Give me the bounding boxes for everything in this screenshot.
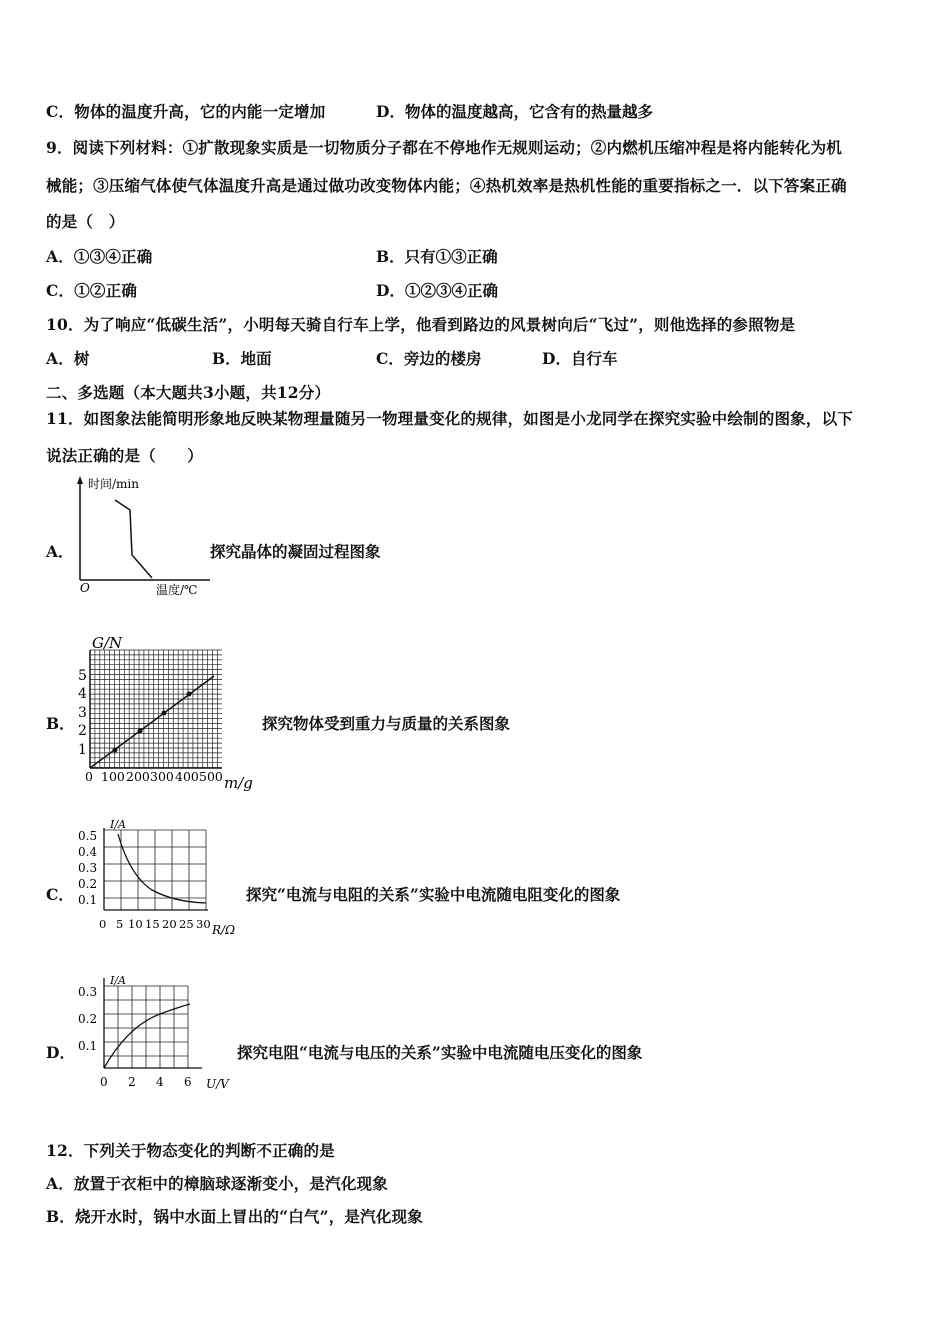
graph-d-curve <box>104 1004 190 1068</box>
q9-option-b: B．只有①③正确 <box>376 247 498 266</box>
graph-c-ytick: 0.4 <box>78 845 98 859</box>
graph-b-ytick: 3 <box>78 705 87 721</box>
section-heading: 二、多选题（本大题共3小题，共12分） <box>46 383 331 402</box>
graph-b-xtick: 500 <box>199 769 223 784</box>
graph-c-curve <box>118 834 206 903</box>
q11-option-d-label: D． <box>46 1043 75 1062</box>
graph-b-xtick: 100 <box>101 769 125 784</box>
graph-b-ytick: 2 <box>78 723 87 739</box>
q11-option-a-desc: 探究晶体的凝固过程图象 <box>210 542 381 561</box>
graph-b-xtick: 300 <box>150 769 174 784</box>
graph-c-xtick: 30 <box>196 917 211 931</box>
graph-a <box>70 470 220 600</box>
q11-option-c-desc: 探究“电流与电阻的关系”实验中电流随电阻变化的图象 <box>246 885 621 904</box>
graph-b-point <box>162 711 167 716</box>
graph-d-ytick: 0.2 <box>78 1012 98 1026</box>
q10-stem: 10．为了响应“低碳生活”，小明每天骑自行车上学，他看到路边的风景树向后“飞过”，则他选择的参照物是 <box>46 315 796 334</box>
graph-b-point <box>187 692 192 697</box>
graph-c <box>72 814 252 942</box>
graph-a-xlabel: 温度/℃ <box>156 583 198 597</box>
graph-c-ylabel: I/A <box>110 818 126 831</box>
q11-option-a-label: A． <box>46 542 74 561</box>
graph-b-line <box>90 676 214 768</box>
q12-option-b: B．烧开水时，锅中水面上冒出的“白气”，是汽化现象 <box>46 1207 423 1226</box>
q9-option-a: A．①③④正确 <box>46 247 153 266</box>
q10-option-d: D．自行车 <box>542 349 618 368</box>
q10-option-b: B．地面 <box>212 349 272 368</box>
q12-option-a: A．放置于衣柜中的樟脑球逐渐变小，是汽化现象 <box>46 1174 388 1193</box>
graph-b-xtick: 0 <box>85 769 93 784</box>
graph-d-xtick: 4 <box>156 1075 164 1089</box>
graph-a-origin: O <box>80 581 90 595</box>
q9-stem-line2: 械能；③压缩气体使气体温度升高是通过做功改变物体内能；④热机效率是热机性能的重要指标之一．以下答案正确 <box>46 176 847 195</box>
graph-c-ytick: 0.1 <box>78 893 98 907</box>
graph-b-xlabel: m/g <box>224 774 253 792</box>
q8-option-d: D．物体的温度越高，它含有的热量越多 <box>376 102 653 121</box>
graph-c-ytick: 0.3 <box>78 861 98 875</box>
graph-c-xtick: 25 <box>179 917 194 931</box>
q12-stem: 12．下列关于物态变化的判断不正确的是 <box>46 1141 335 1160</box>
graph-c-xtick: 15 <box>145 917 160 931</box>
graph-c-ytick: 0.2 <box>78 877 98 891</box>
q11-option-b-desc: 探究物体受到重力与质量的关系图象 <box>262 714 511 733</box>
graph-c-xlabel: R/Ω <box>212 923 236 937</box>
q9-stem-line1: 9．阅读下列材料：①扩散现象实质是一切物质分子都在不停地作无规则运动；②内燃机压缩冲程是将内能转化为机 <box>46 138 842 157</box>
graph-b-grid <box>90 650 222 768</box>
q9-option-c: C．①②正确 <box>46 281 138 300</box>
graph-d-xtick: 2 <box>128 1075 136 1089</box>
graph-c-xtick: 5 <box>116 917 124 931</box>
q10-option-c: C．旁边的楼房 <box>376 349 482 368</box>
q8-option-c: C．物体的温度升高，它的内能一定增加 <box>46 102 326 121</box>
graph-b-ylabel: G/N <box>92 634 123 652</box>
q11-option-c-label: C． <box>46 885 74 904</box>
graph-d-xtick: 6 <box>184 1075 192 1089</box>
q9-option-d: D．①②③④正确 <box>376 281 498 300</box>
graph-b-xtick: 400 <box>175 769 199 784</box>
graph-b-ytick: 1 <box>78 742 87 758</box>
graph-a-y-arrow <box>77 476 83 484</box>
graph-d-ytick: 0.1 <box>78 1039 98 1053</box>
graph-c-ytick: 0.5 <box>78 829 98 843</box>
graph-b-xtick: 200 <box>126 769 150 784</box>
graph-c-xtick: 0 <box>99 917 107 931</box>
graph-d-xlabel: U/V <box>206 1077 229 1091</box>
graph-c-xtick: 10 <box>128 917 143 931</box>
graph-b-ytick: 4 <box>78 686 87 702</box>
q11-stem-line2: 说法正确的是（ ） <box>46 446 204 465</box>
graph-c-xtick: 20 <box>162 917 177 931</box>
graph-d-ylabel: I/A <box>110 974 126 987</box>
graph-d-xtick: 0 <box>100 1075 108 1089</box>
q11-stem-line1: 11．如图象法能简明形象地反映某物理量随另一物理量变化的规律，如图是小龙同学在探究实验中绘制的图象，以下 <box>46 409 853 428</box>
q10-option-a: A．树 <box>46 349 90 368</box>
q11-option-b-label: B． <box>46 714 75 733</box>
graph-d-grid <box>104 986 188 1068</box>
graph-b-ytick: 5 <box>78 668 87 684</box>
q11-option-d-desc: 探究电阻“电流与电压的关系”实验中电流随电压变化的图象 <box>237 1043 643 1062</box>
graph-d-ytick: 0.3 <box>78 985 98 999</box>
graph-c-grid <box>104 830 206 910</box>
graph-b-point <box>138 729 143 734</box>
q9-stem-line3: 的是（ ） <box>46 212 125 231</box>
graph-a-curve <box>115 500 152 578</box>
graph-d <box>72 970 242 1096</box>
graph-a-ylabel: 时间/min <box>88 477 139 491</box>
graph-b-point <box>113 748 118 753</box>
graph-b <box>72 628 262 796</box>
